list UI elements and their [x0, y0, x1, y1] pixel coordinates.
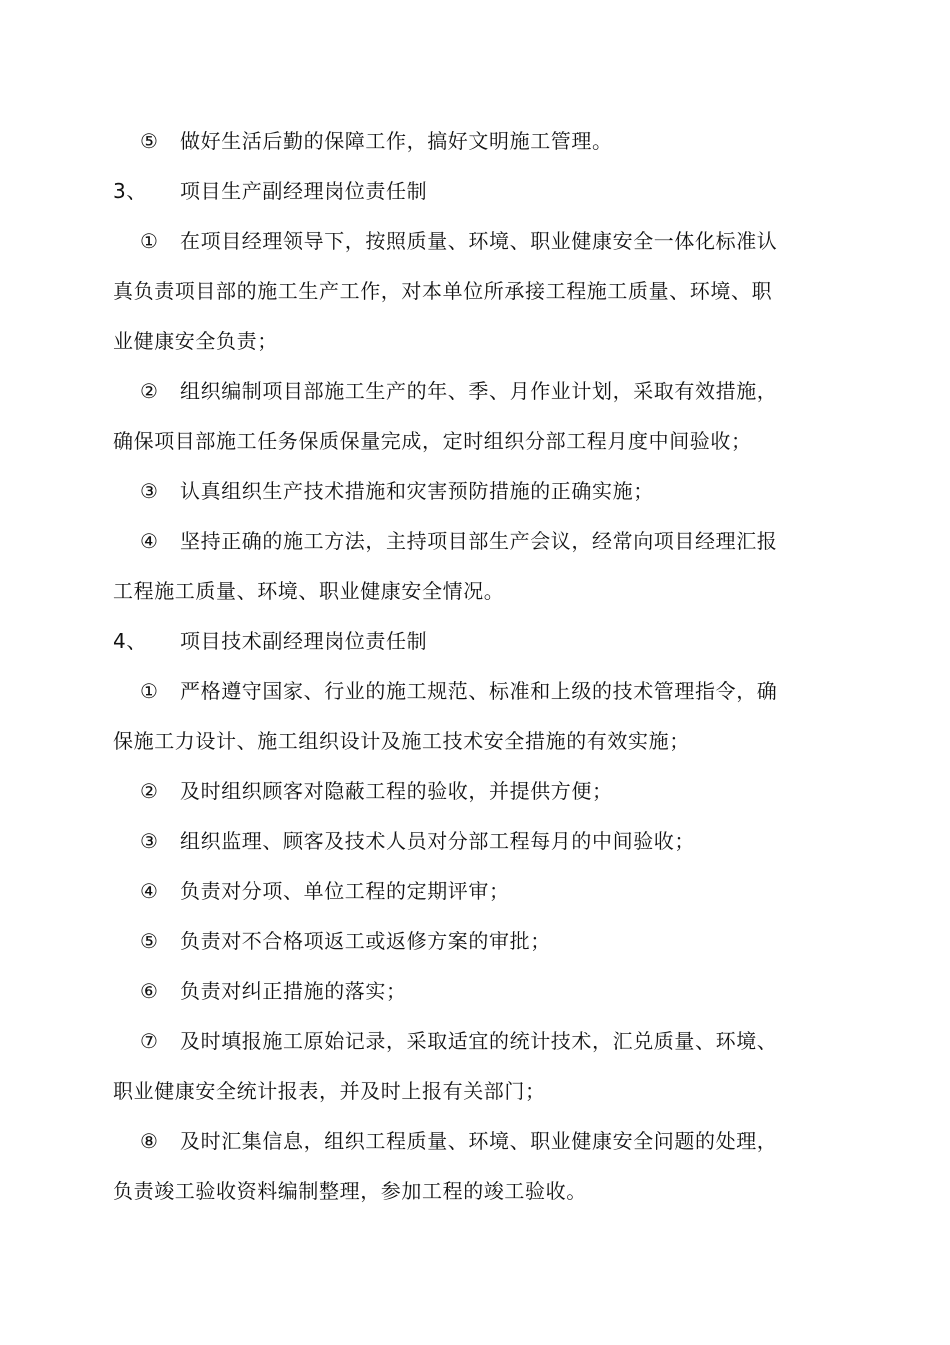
item-text: 认真组织生产技术措施和灾害预防措施的正确实施； — [180, 479, 654, 503]
item-text: 及时汇集信息，组织工程质量、环境、职业健康安全问题的处理， — [180, 1129, 778, 1153]
item-text: 保施工力设计、施工组织设计及施工技术安全措施的有效实施； — [113, 729, 690, 753]
section-title: 项目生产副经理岗位责任制 — [180, 179, 428, 203]
section-number: 4、 — [113, 629, 147, 653]
item-text: 负责对纠正措施的落实； — [180, 979, 407, 1003]
item-text: 及时组织顾客对隐蔽工程的验收，并提供方便； — [180, 779, 613, 803]
item-text: 做好生活后勤的保障工作，搞好文明施工管理。 — [180, 129, 613, 153]
item-text: 组织编制项目部施工生产的年、季、月作业计划，采取有效措施， — [180, 379, 778, 403]
item-marker: ⑤ — [140, 129, 159, 153]
item-text: 坚持正确的施工方法，主持项目部生产会议，经常向项目经理汇报 — [180, 529, 778, 553]
item-text: 组织监理、顾客及技术人员对分部工程每月的中间验收； — [180, 829, 695, 853]
item-text: 业健康安全负责； — [113, 329, 278, 353]
item-text: 及时填报施工原始记录，采取适宜的统计技术，汇兑质量、环境、 — [180, 1029, 778, 1053]
item-marker: ② — [140, 779, 159, 803]
item-marker: ① — [140, 229, 159, 253]
item-marker: ⑦ — [140, 1029, 159, 1053]
item-text: 负责对分项、单位工程的定期评审； — [180, 879, 510, 903]
item-marker: ⑧ — [140, 1129, 159, 1153]
item-marker: ④ — [140, 879, 159, 903]
section-title: 项目技术副经理岗位责任制 — [180, 629, 428, 653]
section-number: 3、 — [113, 179, 147, 203]
item-text: 在项目经理领导下，按照质量、环境、职业健康安全一体化标准认 — [180, 229, 778, 253]
item-marker: ④ — [140, 529, 159, 553]
item-text: 工程施工质量、环境、职业健康安全情况。 — [113, 579, 505, 603]
item-text: 严格遵守国家、行业的施工规范、标准和上级的技术管理指令，确 — [180, 679, 778, 703]
item-marker: ⑥ — [140, 979, 159, 1003]
item-text: 职业健康安全统计报表，并及时上报有关部门； — [113, 1079, 546, 1103]
item-text: 负责对不合格项返工或返修方案的审批； — [180, 929, 551, 953]
item-marker: ② — [140, 379, 159, 403]
item-text: 确保项目部施工任务保质保量完成，定时组织分部工程月度中间验收； — [113, 429, 752, 453]
item-text: 负责竣工验收资料编制整理，参加工程的竣工验收。 — [113, 1179, 587, 1203]
item-text: 真负责项目部的施工生产工作，对本单位所承接工程施工质量、环境、职 — [113, 279, 773, 303]
item-marker: ⑤ — [140, 929, 159, 953]
item-marker: ③ — [140, 829, 159, 853]
item-marker: ③ — [140, 479, 159, 503]
item-marker: ① — [140, 679, 159, 703]
